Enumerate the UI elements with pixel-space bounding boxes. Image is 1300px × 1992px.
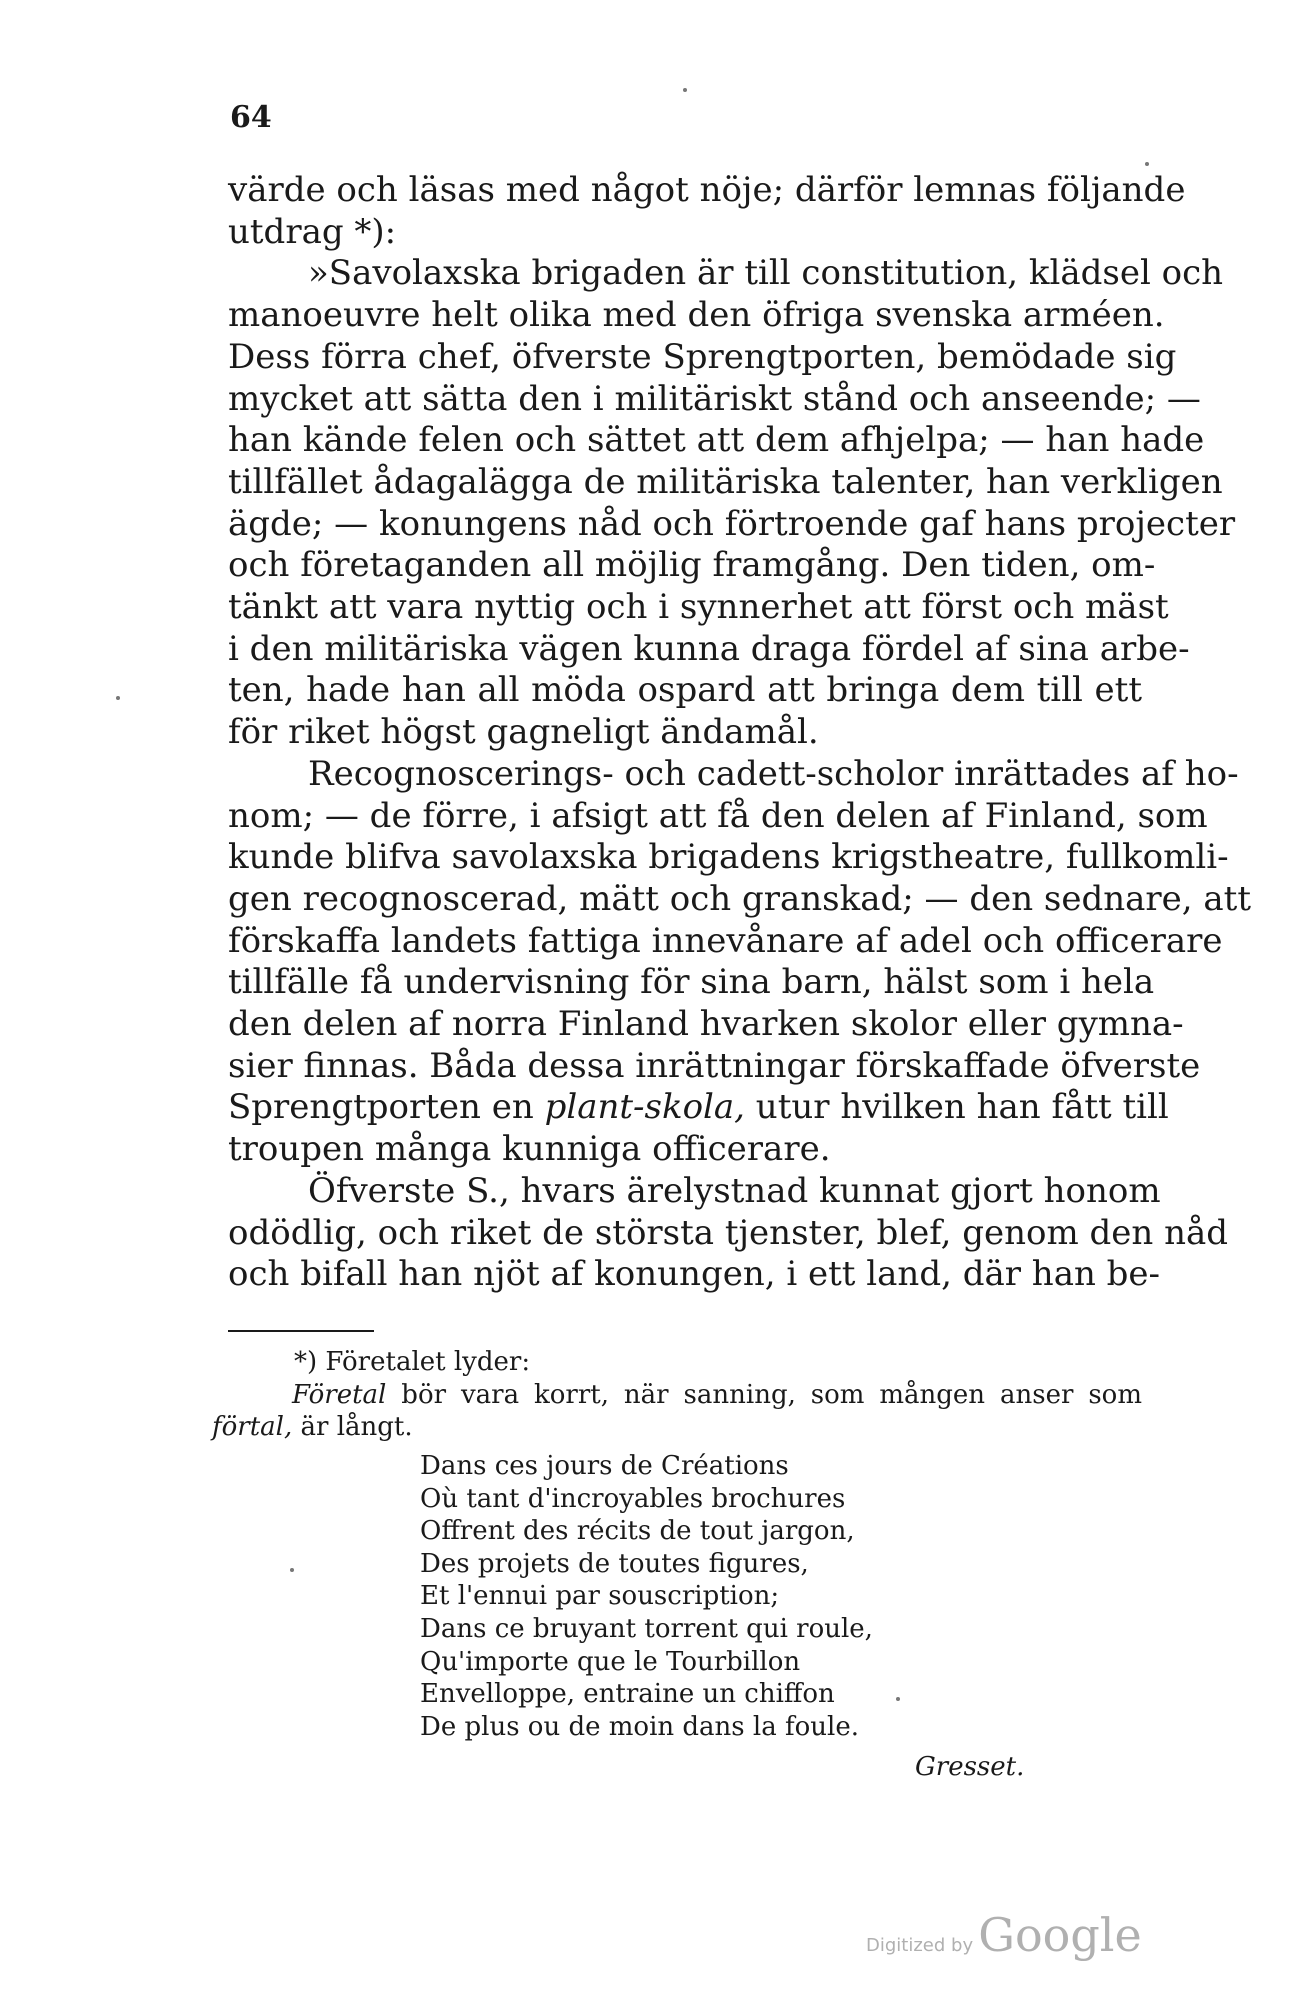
text-line: för riket högst gagneligt ändamål.	[228, 712, 819, 753]
footnote-lead: *) Företalet lyder:	[294, 1347, 531, 1377]
emphasis-text: förtal,	[212, 1412, 293, 1442]
poem	[420, 1450, 873, 1743]
text-line: sier finnas. Båda dessa inrättningar förskaffade öfverste	[228, 1045, 1201, 1086]
text-line: värde och läsas med något nöje; därför lemnas följande	[228, 170, 1186, 210]
speck-mark	[683, 88, 687, 92]
text-line: kunde blifva savolaxska brigadens krigstheatre, fullkomli-	[228, 837, 1229, 878]
poem-line: Envelloppe, entraine un chiffon	[420, 1679, 835, 1710]
google-logo: Google	[978, 1908, 1142, 1962]
text-line: manoeuvre helt olika med den öfriga svenska arméen.	[228, 295, 1165, 336]
text-segment: är långt.	[292, 1412, 413, 1442]
poem-line: Qu'importe que le Tourbillon	[420, 1646, 801, 1677]
footnote-quote-line	[212, 1379, 1142, 1412]
text-line: gen recognoscerad, mätt och granskad; — den sednare, att	[228, 878, 1252, 919]
text-line: tillfället ådagalägga de militäriska talenter, han verkligen	[228, 461, 1223, 502]
emphasis-text: Företal	[292, 1379, 387, 1410]
poem-line: Dans ce bruyant torrent qui roule,	[420, 1613, 873, 1644]
poem-signature: Gresset.	[915, 1752, 1025, 1782]
text-line: tänkt att vara nyttig och i synnerhet att först och mäst	[228, 587, 1169, 628]
text-line: odödlig, och riket de största tjenster, blef, genom den nåd	[228, 1212, 1229, 1253]
text-line: utdrag *):	[228, 211, 397, 252]
text-segment: Sprengtporten en	[228, 1087, 545, 1128]
text-line: han kände felen och sättet att dem afhjelpa; — han hade	[228, 420, 1205, 461]
footnote	[212, 1346, 1142, 1444]
text-line: Recognoscerings- och cadett-scholor inrättades af ho-	[308, 753, 1239, 794]
emphasis-text: plant-skola,	[544, 1087, 745, 1128]
speck-mark	[116, 696, 120, 700]
text-line: den delen af norra Finland hvarken skolor eller gymna-	[228, 1004, 1184, 1045]
speck-mark	[290, 1568, 294, 1572]
text-line: troupen många kunniga officerare.	[228, 1129, 831, 1170]
poem-line: Dans ces jours de Créations	[420, 1451, 789, 1481]
text-line: nom; — de förre, i afsigt att få den delen af Finland, som	[228, 795, 1208, 836]
watermark-prefix: Digitized by	[866, 1935, 974, 1956]
text-line-with-emphasis	[228, 1087, 1169, 1129]
text-line: ten, hade han all möda ospard att bringa dem till ett	[228, 670, 1142, 711]
text-segment: utur hvilken han fått till	[745, 1087, 1169, 1128]
text-line: i den militäriska vägen kunna draga fördel af sina arbe-	[228, 628, 1190, 669]
text-line: förskaffa landets fattiga innevånare af adel och officerare	[228, 920, 1223, 961]
text-segment: bör vara korrt, när sanning, som mången anser som	[386, 1379, 1142, 1410]
digitized-watermark	[866, 1908, 1142, 1962]
footnote-quote-line	[212, 1411, 1142, 1444]
footnote-divider	[228, 1330, 374, 1332]
main-text	[228, 170, 1252, 1296]
text-line: tillfälle få undervisning för sina barn, hälst som i hela	[228, 962, 1155, 1003]
poem-line: Où tant d'incroyables brochures	[420, 1483, 846, 1514]
speck-mark	[896, 1697, 900, 1701]
page-number: 64	[230, 100, 272, 135]
text-line: ägde; — konungens nåd och förtroende gaf hans projecter	[228, 503, 1236, 544]
text-line: Dess förra chef, öfverste Sprengtporten, bemödade sig	[228, 336, 1177, 377]
speck-mark	[1145, 162, 1149, 166]
poem-line: Offrent des récits de tout jargon,	[420, 1516, 855, 1547]
poem-line: De plus ou de moin dans la foule.	[420, 1711, 859, 1742]
poem-line: Et l'ennui par souscription;	[420, 1581, 780, 1612]
text-line: och bifall han njöt af konungen, i ett land, där han be-	[228, 1254, 1161, 1295]
text-line: »Savolaxska brigaden är till constitution, klädsel och	[308, 253, 1224, 294]
poem-line: Des projets de toutes figures,	[420, 1548, 809, 1579]
text-line: och företaganden all möjlig framgång. Den tiden, om-	[228, 545, 1156, 586]
text-line: Öfverste S., hvars ärelystnad kunnat gjort honom	[308, 1170, 1161, 1211]
text-line: mycket att sätta den i militäriskt stånd och anseende; —	[228, 378, 1201, 419]
